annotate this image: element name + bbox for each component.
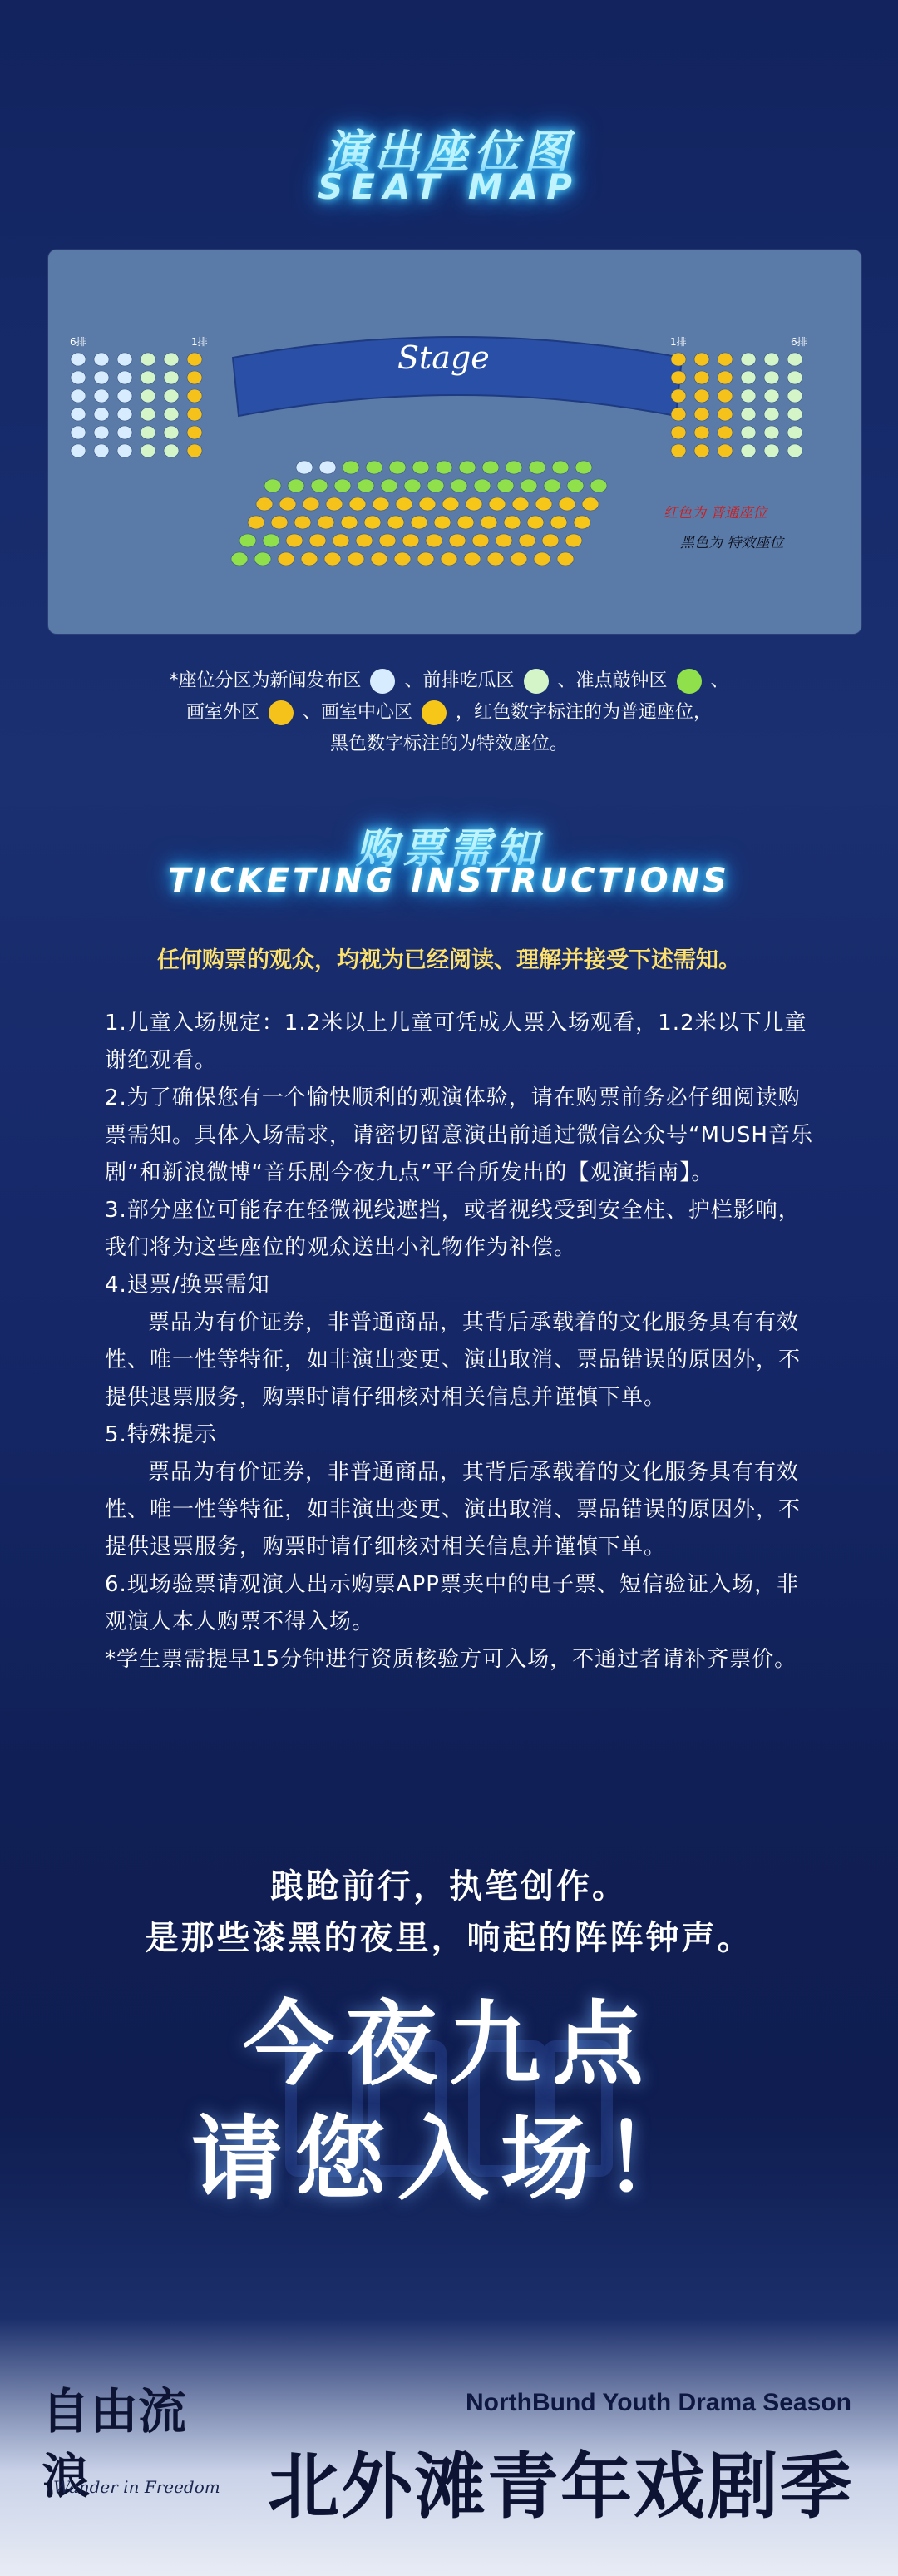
seat-legend — [0, 665, 898, 760]
left-row-label-6: 6排 — [70, 336, 86, 348]
season-title-english: NorthBund Youth Drama Season — [466, 2389, 851, 2416]
seat-dot — [117, 371, 132, 384]
right-row-label-1: 1排 — [670, 336, 687, 348]
seat-dot — [567, 479, 584, 492]
seat-dot — [434, 516, 451, 529]
seat-dot — [271, 516, 288, 529]
legend-line-2 — [0, 697, 898, 729]
seat-dot — [718, 444, 733, 457]
seat-dot — [141, 444, 155, 457]
seat-dot — [487, 552, 504, 566]
seat-dot — [254, 552, 271, 566]
seat-dot — [694, 444, 709, 457]
front-area-swatch — [524, 669, 549, 694]
seat-dot — [787, 389, 802, 403]
seat-dot — [311, 479, 328, 492]
seat-dot — [187, 371, 202, 384]
seat-dot — [278, 552, 294, 566]
seat-dot — [187, 408, 202, 421]
seat-dot — [364, 516, 381, 529]
rule-item: 票品为有价证券，非普通商品，其背后承载着的文化服务具有有效性、唯一性等特征，如非演出变更、演出取消、票品错误的原因外，不提供退票服务，购票时请仔细核对相关信息并谨慎下单。 — [105, 1460, 802, 1560]
seat-dot — [718, 353, 733, 366]
seat-dot — [694, 353, 709, 366]
seat-dot — [279, 497, 296, 511]
seat-dot — [402, 534, 419, 547]
seat-dot — [529, 461, 545, 474]
seat-dot — [333, 534, 349, 547]
seat-dot — [296, 461, 313, 474]
seat-dot — [451, 479, 467, 492]
seat-dot — [671, 371, 686, 384]
seat-dot — [141, 353, 155, 366]
seat-dot — [559, 497, 575, 511]
seat-dot — [590, 479, 607, 492]
seat-dot — [343, 461, 359, 474]
seat-dot — [482, 461, 499, 474]
seat-dot — [419, 497, 436, 511]
seat-dot — [442, 497, 459, 511]
seat-dot — [671, 444, 686, 457]
legend-text-outer: 画室外区 — [185, 702, 259, 723]
seat-dot — [117, 444, 132, 457]
seat-dot — [426, 534, 442, 547]
seat-dot — [396, 497, 412, 511]
right-row-label-6: 6排 — [791, 336, 807, 348]
seat-dot — [294, 516, 311, 529]
seat-dot — [718, 426, 733, 439]
seat-dot — [764, 426, 779, 439]
seat-dot — [489, 497, 506, 511]
seat-map-panel — [48, 250, 861, 634]
seat-dot — [511, 552, 527, 566]
slogan-line-1: 踉跄前行，执笔创作。 — [270, 1866, 628, 1906]
seat-dot — [187, 444, 202, 457]
rule-item: *学生票需提早15分钟进行资质核验方可入场，不通过者请补齐票价。 — [105, 1647, 797, 1672]
seat-dot — [764, 444, 779, 457]
seat-dot — [764, 389, 779, 403]
seat-dot — [141, 371, 155, 384]
seat-dot — [694, 371, 709, 384]
seat-dot — [459, 461, 476, 474]
seat-dot — [349, 497, 366, 511]
seat-dot — [787, 371, 802, 384]
note-red-seats: 红色为 普通座位 — [664, 505, 767, 522]
legend-text-center: 、画室中心区 — [302, 702, 412, 723]
rule-item: 票品为有价证券，非普通商品，其背后承载着的文化服务具有有效性、唯一性等特征，如非演出变更、演出取消、票品错误的原因外，不提供退票服务，购票时请仔细核对相关信息并谨慎下单。 — [105, 1310, 802, 1410]
seat-dot — [481, 516, 497, 529]
seat-dot — [94, 353, 109, 366]
seat-dot — [94, 444, 109, 457]
rule-item: 5.特殊提示 — [105, 1422, 217, 1447]
seat-dot — [71, 408, 86, 421]
seat-dot — [417, 552, 434, 566]
seat-map-title: 演出座位图 — [324, 126, 574, 178]
seat-dot — [496, 534, 512, 547]
seat-dot — [164, 408, 179, 421]
seat-dot — [117, 426, 132, 439]
festival-logo-text: 自由流浪 — [42, 2383, 187, 2504]
seat-dot — [117, 408, 132, 421]
seat-dot — [764, 353, 779, 366]
outer-area-swatch — [269, 700, 294, 725]
seat-dot — [565, 534, 582, 547]
legend-line-1 — [0, 665, 898, 697]
seat-dot — [574, 516, 590, 529]
seat-dot — [379, 534, 396, 547]
seat-dot — [764, 408, 779, 421]
seat-dot — [412, 461, 429, 474]
seat-dot — [671, 408, 686, 421]
seat-dot — [671, 389, 686, 403]
seat-dot — [671, 426, 686, 439]
seat-dot — [94, 408, 109, 421]
seat-dot — [535, 497, 552, 511]
seat-dot — [497, 479, 514, 492]
seat-dot — [231, 552, 248, 566]
seat-dot — [371, 552, 387, 566]
seat-dot — [552, 461, 569, 474]
legend-text-red-note: ，红色数字标注的为普通座位， — [456, 702, 713, 723]
seat-dot — [94, 389, 109, 403]
seat-dot — [519, 534, 535, 547]
seat-dot — [387, 516, 404, 529]
seat-dot — [303, 497, 319, 511]
seat-dot — [787, 408, 802, 421]
seat-dot — [263, 534, 279, 547]
rule-item: 4.退票/换票需知 — [105, 1273, 270, 1298]
seat-dot — [373, 497, 389, 511]
seat-dot — [389, 461, 406, 474]
seat-dot — [787, 426, 802, 439]
seat-dot — [787, 444, 802, 457]
seat-dot — [164, 389, 179, 403]
seat-map-subtitle: SEAT MAP — [318, 166, 580, 207]
seat-dot — [248, 516, 264, 529]
seat-dot — [71, 444, 86, 457]
seat-dot — [141, 426, 155, 439]
seat-dot — [341, 516, 358, 529]
ticketing-title: 购票需知 — [356, 824, 542, 873]
seat-dot — [394, 552, 411, 566]
seat-dot — [506, 461, 522, 474]
seat-dot — [94, 426, 109, 439]
seat-dot — [741, 371, 756, 384]
seat-dot — [544, 479, 560, 492]
seat-dot — [504, 516, 521, 529]
seat-dot — [787, 353, 802, 366]
seat-dot — [575, 461, 592, 474]
seat-dot — [718, 371, 733, 384]
seat-dot — [164, 426, 179, 439]
seat-dot — [288, 479, 304, 492]
seat-dot — [466, 497, 482, 511]
seat-dot — [464, 552, 481, 566]
legend-text-sep: 、 — [710, 670, 729, 691]
seat-dot — [309, 534, 326, 547]
seat-dot — [117, 353, 132, 366]
seat-dot — [764, 371, 779, 384]
seat-dot — [741, 444, 756, 457]
seat-dot — [694, 426, 709, 439]
seat-dot — [318, 516, 334, 529]
season-title-chinese: 北外滩青年戏剧季 — [268, 2445, 853, 2529]
seat-dot — [256, 497, 273, 511]
seat-dot — [411, 516, 427, 529]
seat-dot — [741, 389, 756, 403]
seat-dot — [187, 389, 202, 403]
slogan-line-2: 是那些漆黑的夜里，响起的阵阵钟声。 — [145, 1918, 753, 1957]
ticketing-subtitle: TICKETING INSTRUCTIONS — [168, 862, 730, 900]
seat-dot — [141, 408, 155, 421]
seat-dot — [326, 497, 343, 511]
bell-area-swatch — [677, 669, 702, 694]
seat-dot — [582, 497, 599, 511]
festival-logo-english: Wander in Freedom — [53, 2477, 220, 2497]
seat-dot — [741, 353, 756, 366]
legend-text-front: 、前排吃瓜区 — [404, 670, 515, 691]
note-black-seats: 黑色为 特效座位 — [680, 535, 784, 551]
seat-dot — [71, 353, 86, 366]
seat-dot — [187, 353, 202, 366]
seat-dot — [427, 479, 444, 492]
seat-dot — [404, 479, 421, 492]
stage-label: Stage — [397, 339, 490, 376]
rule-item: 3.部分座位可能存在轻微视线遮挡，或者视线受到安全柱、护栏影响，我们将为这些座位的观众送出小礼物作为补偿。 — [105, 1198, 801, 1260]
seat-dot — [436, 461, 452, 474]
seat-dot — [521, 479, 537, 492]
seat-dot — [550, 516, 567, 529]
seat-dot — [694, 408, 709, 421]
seat-map-diagram — [48, 250, 861, 634]
seat-dot — [457, 516, 474, 529]
seat-dot — [366, 461, 382, 474]
seat-dot — [741, 408, 756, 421]
seat-dot — [164, 444, 179, 457]
seat-dot — [324, 552, 341, 566]
seat-dot — [356, 534, 373, 547]
seat-dot — [71, 426, 86, 439]
seat-dot — [542, 534, 559, 547]
seat-dot — [334, 479, 351, 492]
seat-dot — [441, 552, 457, 566]
seat-dot — [741, 426, 756, 439]
seat-dot — [718, 389, 733, 403]
seat-dot — [449, 534, 466, 547]
seat-dot — [671, 353, 686, 366]
rule-item: 2.为了确保您有一个愉快顺利的观演体验，请在购票前务必仔细阅读购票需知。具体入场需求，请密切留意演出前通过微信公众号“MUSH音乐剧”和新浪微博“音乐剧今夜九点”平台所发出的【观演指南】。 — [105, 1085, 813, 1185]
seat-dot — [187, 426, 202, 439]
center-area-swatch — [422, 700, 447, 725]
seat-dot — [512, 497, 529, 511]
seat-dot — [527, 516, 544, 529]
seat-dot — [164, 353, 179, 366]
seat-dot — [348, 552, 364, 566]
ticketing-notice: 任何购票的观众，均视为已经阅读、理解并接受下述需知。 — [157, 947, 741, 973]
seat-dot — [358, 479, 374, 492]
news-area-swatch — [370, 669, 395, 694]
seat-dot — [71, 371, 86, 384]
ticketing-rules — [105, 1005, 820, 1679]
legend-line-3: 黑色数字标注的为特效座位。 — [329, 734, 568, 754]
rule-item: 6.现场验票请观演人出示购票APP票夹中的电子票、短信验证入场，非观演人本人购票不得入场。 — [105, 1572, 799, 1634]
seat-dot — [286, 534, 303, 547]
seat-dot — [718, 408, 733, 421]
seat-dot — [239, 534, 256, 547]
seat-dot — [71, 389, 86, 403]
seat-dot — [319, 461, 336, 474]
seat-dot — [557, 552, 574, 566]
seat-dot — [141, 389, 155, 403]
seat-dot — [94, 371, 109, 384]
left-row-label-1: 1排 — [191, 336, 208, 348]
seat-dot — [474, 479, 491, 492]
legend-text-bell: 、准点敲钟区 — [557, 670, 668, 691]
headline-line-2: 请您入场！ — [191, 2105, 707, 2213]
seat-dot — [117, 389, 132, 403]
seat-dot — [164, 371, 179, 384]
seat-dot — [472, 534, 489, 547]
rule-item: 1.儿童入场规定：1.2米以上儿童可凭成人票入场观看，1.2米以下儿童谢绝观看。 — [105, 1011, 807, 1073]
headline-line-1: 今夜九点 — [243, 1990, 655, 2098]
seat-dot — [301, 552, 318, 566]
seat-dot — [381, 479, 397, 492]
seat-dot — [694, 389, 709, 403]
seat-dot — [264, 479, 281, 492]
legend-text-news: *座位分区为新闻发布区 — [169, 670, 362, 691]
seat-dot — [534, 552, 550, 566]
